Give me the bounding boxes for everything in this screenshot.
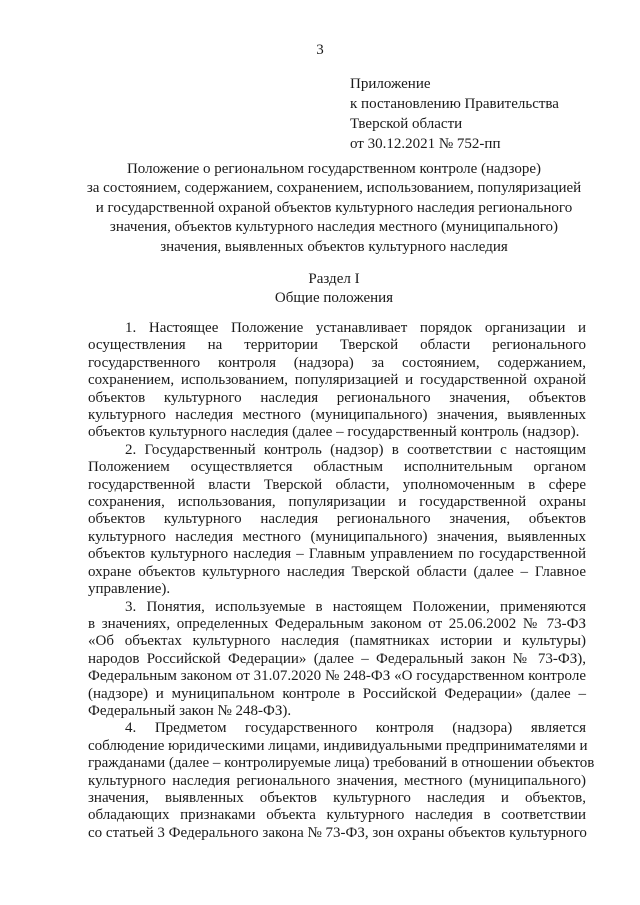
paragraph-line: культурного наследия регионального значения, местного (муниципального): [88, 772, 586, 789]
paragraph-4: [88, 720, 595, 842]
paragraph-line: Положением осуществляется областным исполнительным органом: [88, 459, 586, 476]
paragraph-line: 2. Государственный контроль (надзор) в соответствии с настоящим: [125, 441, 586, 458]
paragraph-line: объектов культурного наследия регионального значения, объектов: [88, 511, 586, 528]
paragraph-1: [88, 320, 586, 442]
paragraph-line: охране объектов культурного наследия Тверской области (далее – Главное: [88, 563, 586, 580]
annex-line: от 30.12.2021 № 752-пп: [350, 136, 501, 152]
title-line: значения, выявленных объектов культурного наследия: [160, 238, 508, 255]
paragraph-line: объектов культурного наследия – Главным управлением по государственной: [88, 546, 586, 563]
paragraph-line: гражданами (далее – контролируемые лица) требований в отношении объектов: [88, 755, 595, 772]
title-line: значения, объектов культурного наследия местного (муниципального): [109, 219, 559, 236]
section-heading: [80, 270, 588, 308]
paragraph-line: 4. Предметом государственного контроля (надзора) является: [125, 720, 586, 737]
paragraph-line: объектов культурного наследия (далее – государственный контроль (надзор).: [88, 424, 580, 441]
paragraph-line: «Об объектах культурного наследия (памятниках истории и культуры): [88, 633, 586, 650]
title-line: Положение о региональном государственном контроле (надзоре): [126, 161, 542, 177]
paragraph-line: сохранения, использования, популяризации и государственной охраны: [88, 494, 586, 511]
paragraph-line: народов Российской Федерации» (далее – Федеральный закон № 73-ФЗ),: [88, 650, 586, 667]
annex-line: Приложение: [350, 76, 431, 92]
page-number: 3: [316, 42, 324, 58]
paragraph-line: 1. Настоящее Положение устанавливает порядок организации и: [125, 320, 586, 336]
paragraph-line: осуществления на территории Тверской области регионального: [88, 337, 586, 354]
paragraph-line: сохранением, использованием, популяризацией и государственной охраной: [88, 372, 586, 389]
paragraph-line: 3. Понятия, используемые в настоящем Положении, применяются: [125, 598, 586, 615]
paragraph-line: культурного наследия местного (муниципального) значения, выявленных: [88, 407, 586, 424]
paragraph-line: государственного контроля (надзора) за состоянием, содержанием,: [88, 354, 586, 371]
document-title: [80, 160, 588, 257]
annex-line: к постановлению Правительства: [350, 96, 559, 112]
document-body: [88, 320, 595, 842]
paragraph-line: государственной власти Тверской области, уполномоченным в сфере: [88, 476, 586, 493]
paragraph-line: управление).: [88, 581, 171, 598]
paragraph-line: Федеральный закон № 248-ФЗ).: [88, 702, 292, 719]
section-number: Раздел I: [308, 271, 360, 287]
paragraph-line: соблюдение юридическими лицами, индивидуальными предпринимателями и: [88, 737, 588, 754]
paragraph-line: (надзоре) и муниципальном контроле в Российской Федерации» (далее –: [88, 685, 586, 702]
paragraph-line: со статьей 3 Федерального закона № 73-ФЗ, зон охраны объектов культурного: [88, 824, 587, 841]
title-line: за состоянием, содержанием, сохранением, использованием, популяризацией: [86, 180, 582, 197]
annex-line: Тверской области: [350, 116, 463, 132]
paragraph-3: [88, 599, 586, 721]
paragraph-line: в значениях, определенных Федеральным законом от 25.06.2002 № 73-ФЗ: [88, 615, 586, 632]
paragraph-line: объектов культурного наследия регионального значения, объектов: [88, 389, 586, 406]
paragraph-line: Федеральным законом от 31.07.2020 № 248-ФЗ «О государственном контроле: [88, 668, 586, 685]
paragraph-line: культурного наследия местного (муниципального) значения, выявленных: [88, 528, 586, 545]
paragraph-2: [88, 442, 586, 599]
title-line: и государственной охраной объектов культурного наследия регионального: [95, 199, 573, 216]
paragraph-line: обладающих признаками объекта культурного наследия в соответствии: [88, 807, 586, 824]
section-name: Общие положения: [274, 290, 394, 306]
paragraph-line: значения, выявленных объектов культурного наследия и объектов,: [88, 789, 586, 806]
annex-block: [350, 74, 559, 154]
